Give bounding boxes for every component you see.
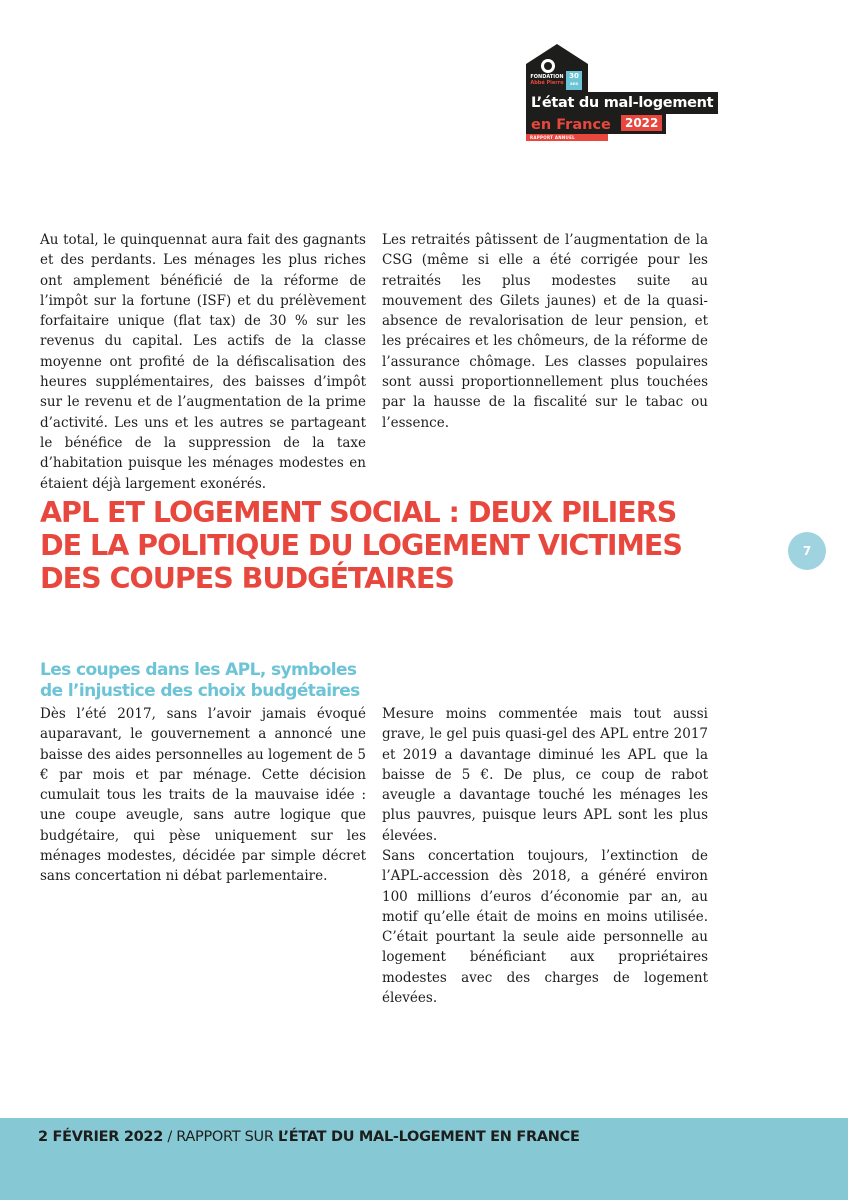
section-right-paragraph-1: Mesure moins commentée mais tout aussi grave, le gel puis quasi-gel des APL entre 2017 et 2019 a davantage diminué les APL que la baisse de 5 €. De plus, ce coup de rabot aveugle a davantage touché les ménages les plus pauvres, puisque leurs APL sont les plus élevées. <box>382 706 708 844</box>
page-number: 7 <box>788 532 826 570</box>
logo-subtitle-text: en France <box>531 117 611 133</box>
logo-band: RAPPORT ANNUEL <box>526 134 608 141</box>
report-logo <box>524 44 714 140</box>
anniversary-unit: ans <box>570 81 578 86</box>
footer-prefix: RAPPORT SUR <box>176 1129 278 1145</box>
fondation-label: FONDATION <box>530 74 564 80</box>
logo-title: L’état du mal-logement <box>526 92 718 114</box>
footer-text <box>38 1129 580 1145</box>
logo-year: 2022 <box>621 115 662 131</box>
anniversary-number: 30 <box>569 72 579 80</box>
intro-left-paragraph: Au total, le quinquennat aura fait des gagnants et des perdants. Les ménages les plus riches ont amplement bénéficié de la réforme de l’impôt sur la fortune (ISF) et du prélèvement forfaitaire unique (flat tax) de 30 % sur les revenus du capital. Les actifs de la classe moyenne ont profité de la défiscalisation des heures supplémentaires, des baisses d’impôt sur le revenu et de l’augmentation de la prime d’activité. Les uns et les autres se partageant le bénéfice de la suppression de la taxe d’habitation puisque les ménages modestes en étaient déjà largement exonérés. <box>40 232 366 492</box>
section-left-paragraph: Dès l’été 2017, sans l’avoir jamais évoqué auparavant, le gouvernement a annoncé une baisse des aides personnelles au logement de 5 € par mois et par ménage. Cette décision cumulait tous les traits de la mauvaise idée : une coupe aveugle, sans autre logique que budgétaire, qui pèse uniquement sur les ménages modestes, décidée par simple décret sans concertation ni débat parlementaire. <box>40 706 366 885</box>
footer-separator: / <box>163 1129 177 1145</box>
footer-date: 2 FÉVRIER 2022 <box>38 1129 164 1145</box>
footer-title: L’ÉTAT DU MAL-LOGEMENT EN FRANCE <box>277 1129 580 1145</box>
intro-right-paragraph: Les retraités pâtissent de l’augmentation de la CSG (même si elle a été corrigée pour les retraités les plus modestes suite au mouvement des Gilets jaunes) et de la quasi-absence de revalorisation de leur pension, et les précaires et les chômeurs, de la réforme de l’assurance chômage. Les classes populaires sont aussi proportionnellement plus touchées par la hausse de la fiscalité sur le tabac ou l’essence. <box>382 232 708 431</box>
subsection-heading: Les coupes dans les APL, symboles de l’injustice des choix budgétaires <box>40 660 360 701</box>
section-right-paragraph-2: Sans concertation toujours, l’extinction de l’APL-accession dès 2018, a généré environ 100 millions d’euros d’économie par an, au motif qu’elle était de moins en moins utilisée. C’était pourtant la seule aide personnelle au logement bénéficiant aux propriétaires modestes avec des charges de logement élevées. <box>382 848 708 1007</box>
logo-subtitle <box>526 114 666 134</box>
abbe-pierre-label: Abbé Pierre <box>530 80 564 86</box>
section-heading: APL ET LOGEMENT SOCIAL : DEUX PILIERS DE LA POLITIQUE DU LOGEMENT VICTIMES DES COUPES BUDGÉTAIRES <box>40 496 682 595</box>
fondation-name <box>528 74 566 86</box>
anniversary-badge <box>566 71 582 90</box>
footer-band <box>0 1118 848 1200</box>
